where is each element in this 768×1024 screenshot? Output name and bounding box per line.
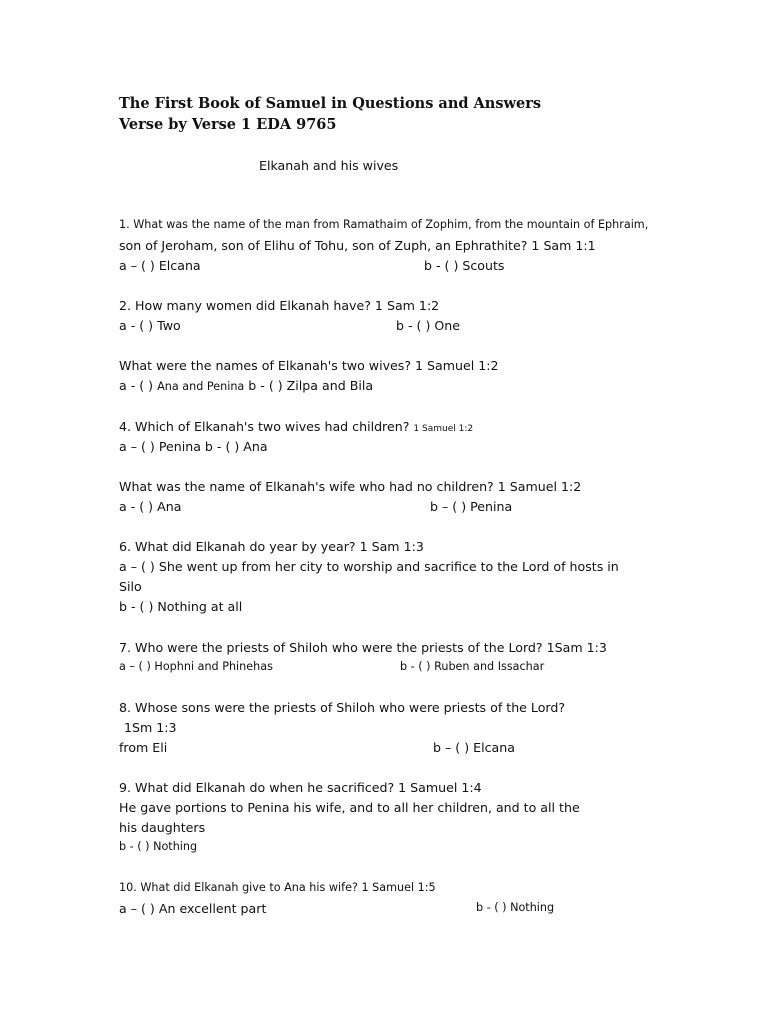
question-3-option-a-text: Ana and Penina [157, 380, 245, 393]
question-4-reference: 1 Samuel 1:2 [413, 424, 474, 434]
question-1-option-a: a – ( ) Elcana [119, 258, 201, 273]
question-8-option-b: b – ( ) Elcana [433, 740, 515, 755]
question-7-text: 7. Who were the priests of Shiloh who were the priests of the Lord? 1Sam 1:3 [119, 640, 607, 655]
question-8-text-line-2: 1Sm 1:3 [124, 720, 177, 735]
question-10-option-a: a – ( ) An excellent part [119, 901, 267, 916]
question-6-option-b: b - ( ) Nothing at all [119, 599, 243, 614]
section-subtitle: Elkanah and his wives [259, 158, 399, 173]
question-3-option-b: b - ( ) Zilpa and Bila [248, 378, 374, 393]
question-3-option-a-prefix: a - ( ) [119, 378, 154, 393]
question-9-answer: He gave portions to Penina his wife, and to all her children, and to all the [119, 800, 580, 815]
question-9-text: 9. What did Elkanah do when he sacrificed? 1 Samuel 1:4 [119, 780, 482, 795]
document-title-line-2: Verse by Verse 1 EDA 9765 [119, 116, 337, 133]
question-3-text: What were the names of Elkanah's two wives? 1 Samuel 1:2 [119, 358, 499, 373]
question-1-text-line-2: son of Jeroham, son of Elihu of Tohu, son of Zuph, an Ephrathite? 1 Sam 1:1 [119, 238, 596, 253]
document-title: The First Book of Samuel in Questions and Answers [119, 95, 542, 112]
question-9-answer-line-2: his daughters [119, 820, 206, 835]
question-4-options: a – ( ) Penina b - ( ) Ana [119, 439, 268, 454]
question-5-option-a: a - ( ) Ana [119, 499, 182, 514]
question-2-text: 2. How many women did Elkanah have? 1 Sam 1:2 [119, 298, 440, 313]
question-8-text: 8. Whose sons were the priests of Shiloh who were priests of the Lord? [119, 700, 566, 715]
question-10-text: 10. What did Elkanah give to Ana his wife? 1 Samuel 1:5 [119, 881, 436, 894]
question-9-option-b: b - ( ) Nothing [119, 840, 198, 853]
question-10-option-b: b - ( ) Nothing [476, 901, 555, 914]
question-6-text: 6. What did Elkanah do year by year? 1 Sam 1:3 [119, 539, 424, 554]
question-4-text [119, 419, 473, 437]
question-1-option-b: b - ( ) Scouts [424, 258, 505, 273]
question-3-options [119, 378, 373, 395]
question-5-text: What was the name of Elkanah's wife who had no children? 1 Samuel 1:2 [119, 479, 582, 494]
question-2-option-a: a - ( ) Two [119, 318, 181, 333]
question-5-option-b: b – ( ) Penina [430, 499, 513, 514]
question-8-option-a: from Eli [119, 740, 168, 755]
question-4-question: 4. Which of Elkanah's two wives had children? [119, 419, 410, 434]
question-7-option-b: b - ( ) Ruben and Issachar [400, 660, 545, 673]
question-6-option-a-line-2: Silo [119, 579, 142, 594]
question-6-option-a: a – ( ) She went up from her city to worship and sacrifice to the Lord of hosts in [119, 559, 619, 574]
question-7-option-a: a – ( ) Hophni and Phinehas [119, 660, 273, 673]
question-1-text: 1. What was the name of the man from Ramathaim of Zophim, from the mountain of Ephraim, [119, 218, 649, 231]
question-2-option-b: b - ( ) One [396, 318, 461, 333]
